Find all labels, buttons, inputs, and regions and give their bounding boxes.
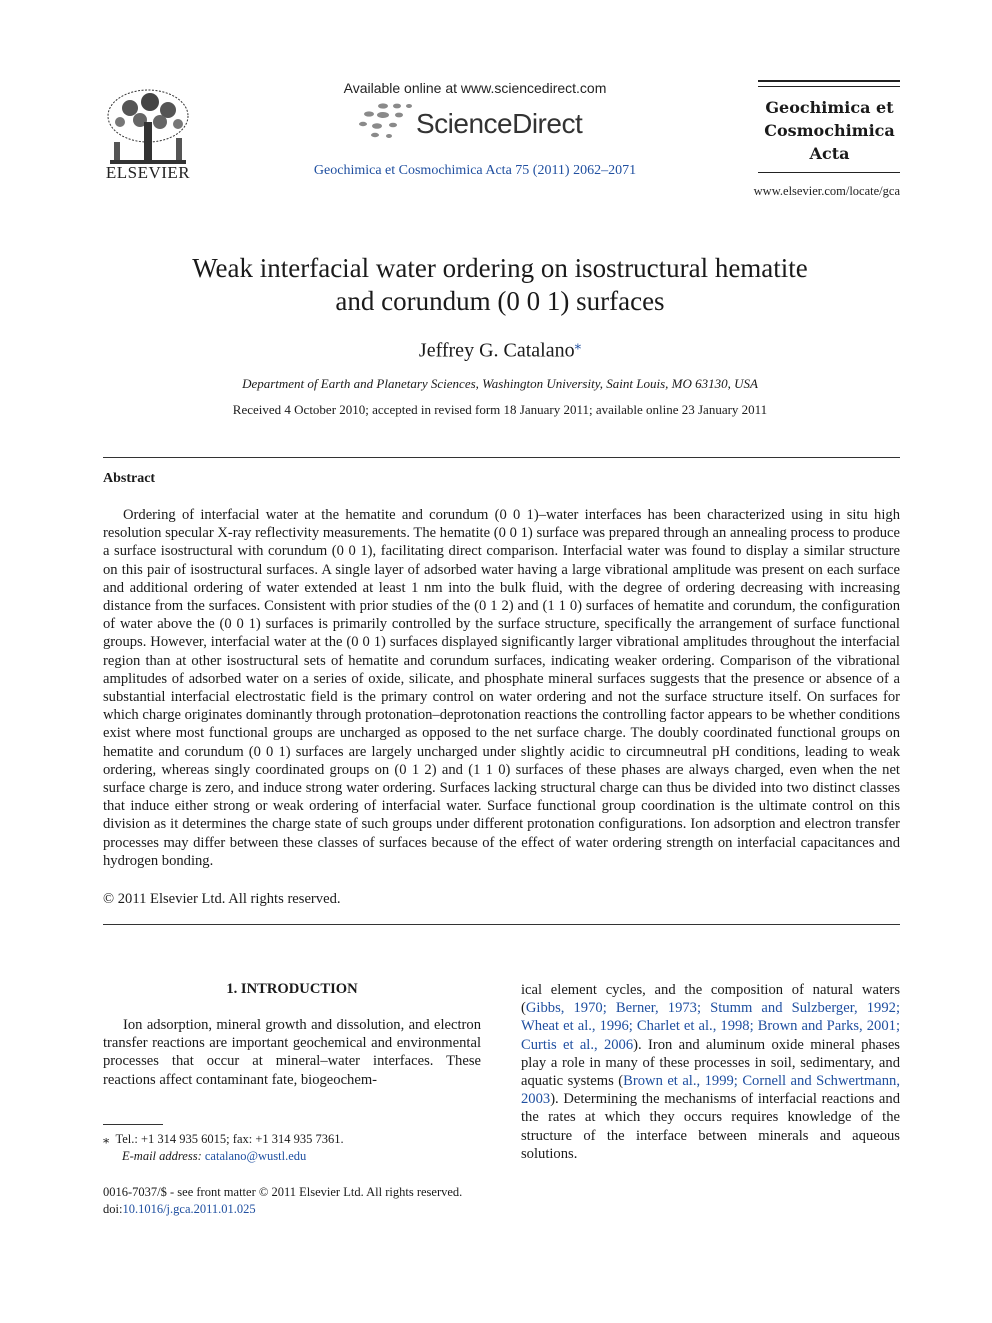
intro-column-1: Ion adsorption, mineral growth and dissolution, and electron transfer reactions are important geochemical and environmental processes that occur at mineral–water interfaces. These reactions affect contaminant fate, biogeochem- (103, 1017, 481, 1088)
article-dates: Received 4 October 2010; accepted in revised form 18 January 2011; available online 23 January 2011 (232, 402, 768, 417)
doi-link[interactable]: 10.1016/j.gca.2011.01.025 (122, 1202, 256, 1216)
author (100, 337, 900, 363)
abstract-body: Ordering of interfacial water at the hematite and corundum (0 0 1)–water interfaces has been characterized using in situ high resolution specular X-ray reflectivity measurements. The hematite (0 0 1) surface was prepared through an annealing process to produce a surface isostructural with corundum (0 0 1), facilitating direct comparison. Interfacial water was found to display a similar structure on this pair of isostructural surfaces. A single layer of adsorbed water having a large vibrational amplitude was present on each surface and additional ordering of water extended at least 1 nm into the bulk fluid, with the degree of ordering decreasing with increasing distance from the surfaces. Consistent with prior studies of the (0 1 2) and (1 1 0) surfaces of hematite and corundum, the configuration of water above the (0 0 1) surfaces is primarily controlled by the surface structure, specifically the arrangement of surface functional groups. However, interfacial water at the (0 0 1) surfaces displayed significantly larger vibrational amplitudes throughout the interfacial region than at other isostructural sets of hematite and corundum surfaces, indicating weaker ordering. Comparison of the vibrational amplitudes of adsorbed water on a series of oxide, silicate, and phosphate mineral surfaces suggests that the presence or absence of a substantial interfacial electrostatic field is the primary control on water ordering and not the surface structure itself. On surfaces for which charge originates dominantly through protonation–deprotonation reactions the controlling factor appears to be whether conditions exist where most functional groups are uncharged as opposed to the net surface charge. The doubly coordinated functional groups on hematite and corundum (0 0 1) surfaces are largely uncharged under slightly acidic to circumneutral pH conditions, leading to weak ordering, whereas singly coordinated groups on (0 1 2) and (1 1 0) surfaces of these phases are always charged, even when the net surface charge is zero, and induce strong water ordering. Surfaces lacking structural charge can thus be divided into two distinct classes that induce either strong or weak ordering of interfacial water. Surface functional group coordination is the ultimate control on this division as it determines the charge state of such groups under different protonation configurations. Ion adsorption and electron transfer processes may differ between these classes of surfaces because of the effect of water ordering strength on interfacial capacitances and hydrogen bonding. (103, 507, 900, 869)
journal-citation-link[interactable]: Geochimica et Cosmochimica Acta 75 (2011) 2062–2071 (313, 163, 637, 178)
intro-col2-text-b: ). Iron and aluminum oxide mineral phases play a role in many of these processes in soil, sedimentary, and aquatic systems ( (521, 1036, 900, 1090)
article-title (100, 252, 900, 318)
journal-title-line-1: Geochimica et (765, 98, 894, 117)
journal-url-link[interactable]: www.elsevier.com/locate/gca (753, 184, 900, 198)
author-footnote-mark[interactable]: ⁎ (574, 337, 582, 352)
footnote-mark: ⁎ (103, 1132, 110, 1146)
doi-line (103, 1201, 256, 1218)
journal-rule-bottom (758, 172, 900, 173)
journal-rule-top (758, 80, 900, 82)
citation-links-1[interactable]: Gibbs, 1970; Berner, 1973; Stumm and Sulzberger, 1992; Wheat et al., 1996; Charlet et al., 1998; Brown and Parks, 2001; Curtis et al., 2006 (521, 1000, 900, 1053)
email-link[interactable]: catalano@wustl.edu (204, 1149, 307, 1163)
intro-column-2 (521, 981, 900, 1163)
journal-rule-top-thin (758, 86, 900, 87)
email-label: E-mail address: (122, 1149, 202, 1163)
sciencedirect-logo: ScienceDirect (416, 108, 583, 139)
author-name: Jeffrey G. Catalano (418, 339, 575, 362)
footnote-rule (103, 1124, 163, 1125)
journal-title (752, 96, 907, 165)
article-title-line-1: Weak interfacial water ordering on isostructural hematite (192, 253, 808, 283)
doi-label: doi: (103, 1202, 123, 1216)
journal-title-line-3: Acta (809, 144, 850, 163)
intro-col2-text-c: ). Determining the mechanisms of interfacial reactions and the rates at which they occurs requires knowledge of the structure of the interface between minerals and aqueous solutions. (521, 1091, 900, 1162)
footnote-contact (103, 1131, 344, 1148)
abstract-rule-top (103, 457, 900, 458)
publisher-name: ELSEVIER (105, 163, 191, 182)
section-heading-introduction: 1. INTRODUCTION (226, 981, 358, 997)
intro-col2-text-a: ical element cycles, and the composition of natural waters ( (521, 982, 900, 1017)
abstract-copyright: © 2011 Elsevier Ltd. All rights reserved. (103, 891, 341, 907)
citation-links-2[interactable]: Brown et al., 1999; Cornell and Schwertmann, 2003 (521, 1073, 900, 1108)
article-title-line-2: and corundum (0 0 1) surfaces (335, 286, 665, 316)
affiliation: Department of Earth and Planetary Sciences, Washington University, Saint Louis, MO 63130, USA (242, 376, 758, 391)
footnote-email (122, 1148, 306, 1165)
journal-title-line-2: Cosmochimica (764, 121, 895, 140)
abstract-heading: Abstract (103, 471, 156, 486)
available-online-text: Available online at www.sciencedirect.com (343, 80, 607, 96)
issn-line: 0016-7037/$ - see front matter © 2011 Elsevier Ltd. All rights reserved. (103, 1185, 463, 1199)
abstract-rule-bottom (103, 924, 900, 925)
footnote-tel: Tel.: +1 314 935 6015; fax: +1 314 935 7361. (115, 1132, 344, 1146)
